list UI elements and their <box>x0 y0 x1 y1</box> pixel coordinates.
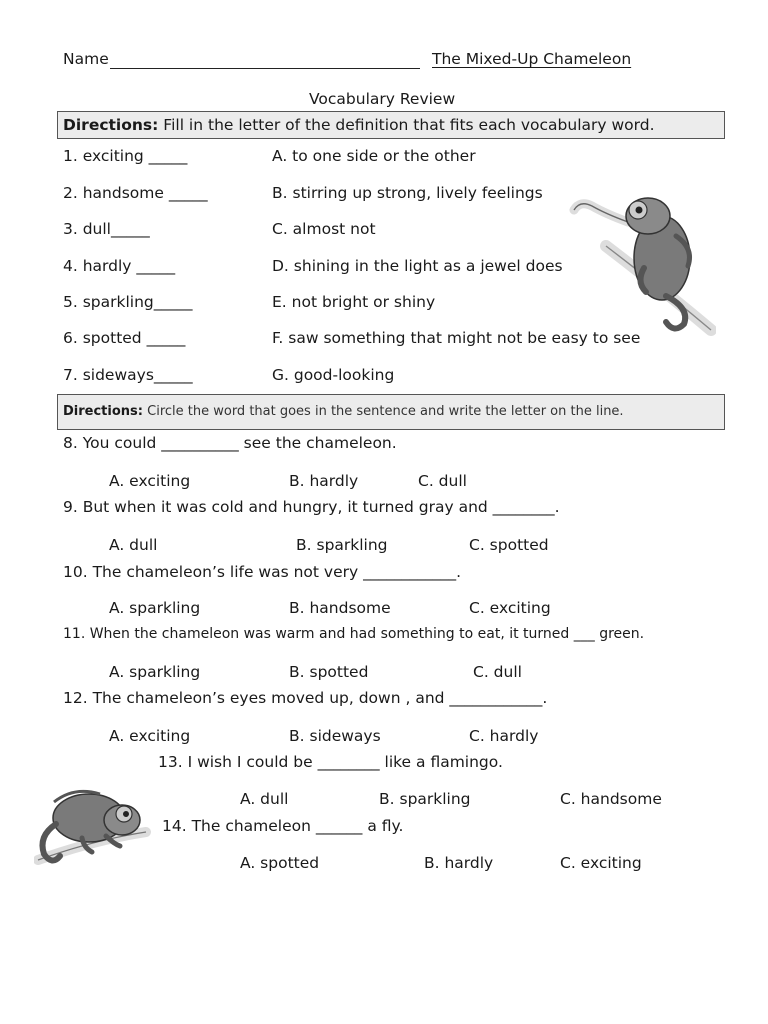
question-12: 12. The chameleon’s eyes moved up, down , and ____________. <box>63 689 548 707</box>
vocab-word-7[interactable]: 7. sideways_____ <box>63 366 193 384</box>
q9-option-c[interactable]: C. spotted <box>469 536 549 554</box>
q14-option-b[interactable]: B. hardly <box>424 854 494 872</box>
q8-option-b[interactable]: B. hardly <box>289 472 359 490</box>
q9-option-a[interactable]: A. dull <box>109 536 158 554</box>
definition-c: C. almost not <box>272 220 376 238</box>
worksheet-subtitle: Vocabulary Review <box>309 90 456 108</box>
q13-option-c[interactable]: C. handsome <box>560 790 662 808</box>
q14-option-a[interactable]: A. spotted <box>240 854 320 872</box>
q8-option-a[interactable]: A. exciting <box>109 472 191 490</box>
worksheet-title: The Mixed-Up Chameleon <box>432 50 632 68</box>
vocab-word-1[interactable]: 1. exciting _____ <box>63 147 188 165</box>
q10-option-c[interactable]: C. exciting <box>469 599 551 617</box>
directions-label-2: Directions: <box>63 404 143 419</box>
question-10: 10. The chameleon’s life was not very ____________. <box>63 563 462 581</box>
directions-box-2 <box>57 394 725 430</box>
q13-option-b[interactable]: B. sparkling <box>379 790 471 808</box>
q12-option-c[interactable]: C. hardly <box>469 727 539 745</box>
q11-option-c[interactable]: C. dull <box>473 663 522 681</box>
definition-a: A. to one side or the other <box>272 147 476 165</box>
directions-text: Fill in the letter of the definition that fits each vocabulary word. <box>163 116 655 134</box>
directions-box-1 <box>57 111 725 139</box>
definition-g: G. good-looking <box>272 366 395 384</box>
q10-option-b[interactable]: B. handsome <box>289 599 391 617</box>
q14-option-c[interactable]: C. exciting <box>560 854 642 872</box>
question-9: 9. But when it was cold and hungry, it turned gray and ________. <box>63 498 560 516</box>
question-11: 11. When the chameleon was warm and had something to eat, it turned ___ green. <box>63 626 645 642</box>
q12-option-b[interactable]: B. sideways <box>289 727 381 745</box>
chameleon-illustration-top <box>566 188 716 336</box>
definition-e: E. not bright or shiny <box>272 293 436 311</box>
vocab-word-5[interactable]: 5. sparkling_____ <box>63 293 193 311</box>
question-14: 14. The chameleon ______ a fly. <box>162 817 404 835</box>
chameleon-illustration-bottom <box>34 780 152 876</box>
directions-label: Directions: <box>63 116 159 134</box>
name-label: Name <box>63 50 109 68</box>
definition-f: F. saw something that might not be easy to see <box>272 329 641 347</box>
vocab-word-4[interactable]: 4. hardly _____ <box>63 257 176 275</box>
q9-option-b[interactable]: B. sparkling <box>296 536 388 554</box>
question-8: 8. You could __________ see the chameleon. <box>63 434 397 452</box>
q12-option-a[interactable]: A. exciting <box>109 727 191 745</box>
definition-b: B. stirring up strong, lively feelings <box>272 184 543 202</box>
vocab-word-6[interactable]: 6. spotted _____ <box>63 329 186 347</box>
vocab-word-2[interactable]: 2. handsome _____ <box>63 184 208 202</box>
q11-option-b[interactable]: B. spotted <box>289 663 369 681</box>
vocab-word-3[interactable]: 3. dull_____ <box>63 220 150 238</box>
name-blank[interactable] <box>110 68 420 69</box>
question-13: 13. I wish I could be ________ like a flamingo. <box>158 753 503 771</box>
q10-option-a[interactable]: A. sparkling <box>109 599 201 617</box>
q11-option-a[interactable]: A. sparkling <box>109 663 201 681</box>
q13-option-a[interactable]: A. dull <box>240 790 289 808</box>
directions-text-2: Circle the word that goes in the sentence and write the letter on the line. <box>147 404 624 419</box>
q8-option-c[interactable]: C. dull <box>418 472 467 490</box>
definition-d: D. shining in the light as a jewel does <box>272 257 563 275</box>
